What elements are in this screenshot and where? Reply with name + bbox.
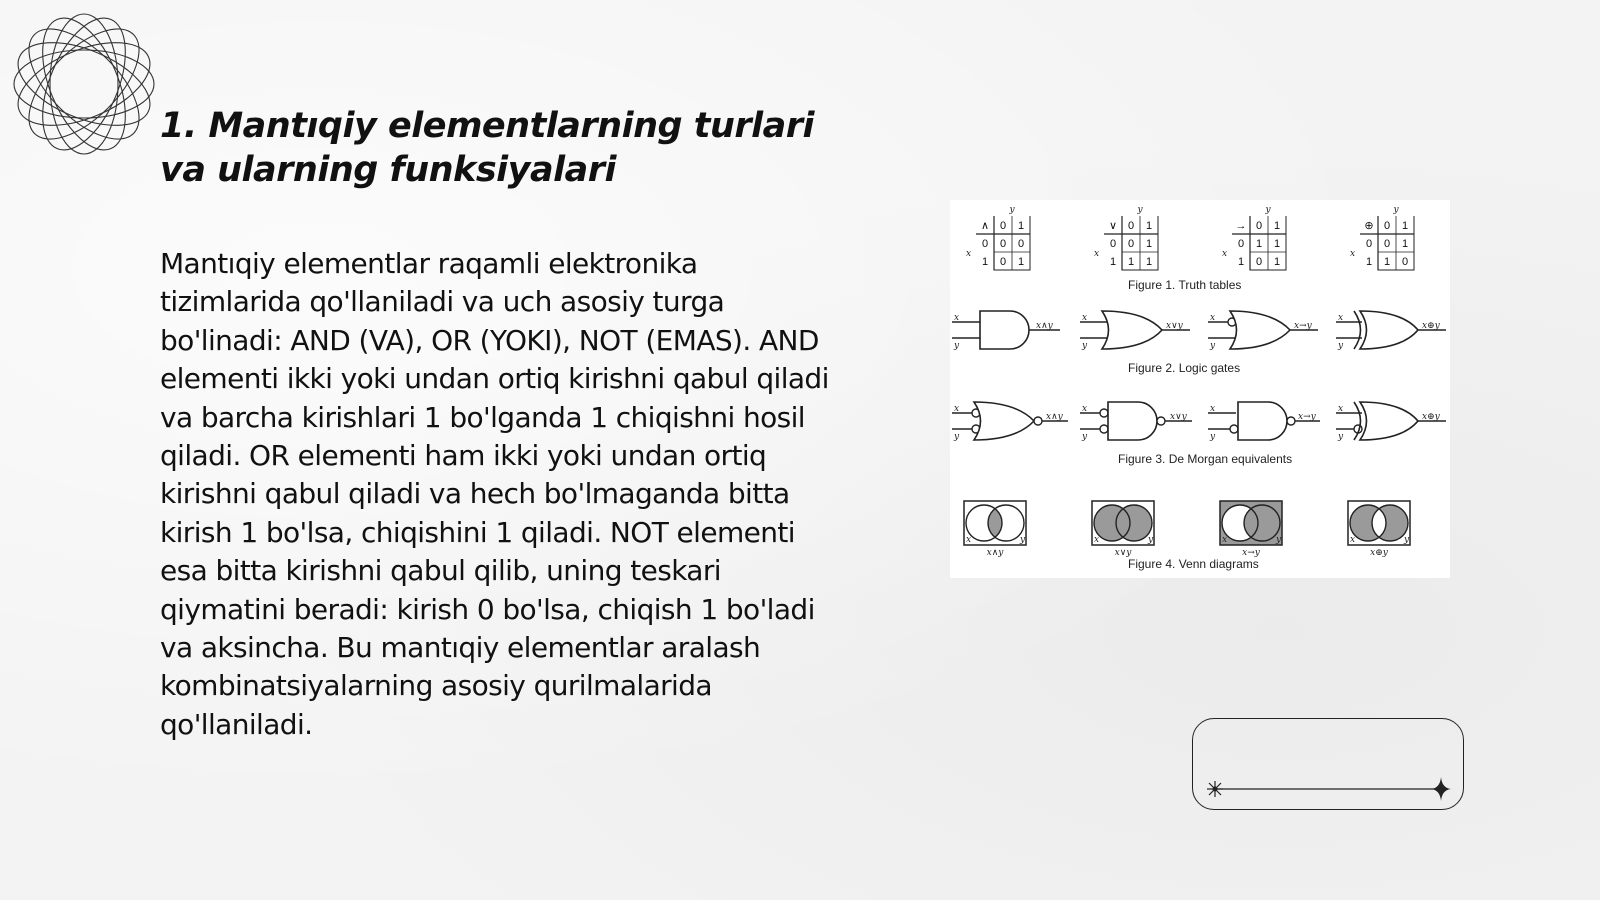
truth-table-cell: 0 [1401, 256, 1409, 268]
svg-text:y: y [1338, 341, 1344, 351]
truth-table-x-label: x [1222, 249, 1228, 259]
truth-table [1222, 205, 1286, 270]
truth-table-cell: 1 [1255, 238, 1263, 250]
truth-table-cell: 0 [1365, 238, 1373, 250]
svg-text:x: x [1210, 404, 1216, 414]
truth-table-cell: 0 [1127, 220, 1135, 232]
svg-text:y: y [1148, 535, 1154, 545]
svg-text:x: x [1338, 313, 1344, 323]
truth-table-cell: 1 [1365, 256, 1373, 268]
decorative-frame [1192, 718, 1464, 810]
venn-label-and: x∧y [986, 548, 1004, 558]
truth-table-cell: 0 [1383, 238, 1391, 250]
truth-table [1094, 205, 1158, 270]
rosette-petal [14, 50, 154, 118]
svg-text:x: x [1222, 535, 1228, 545]
truth-table-cell: 0 [981, 238, 989, 250]
truth-table-cell: 1 [1127, 256, 1135, 268]
de-morgan-output-and: x∧y [1046, 412, 1063, 422]
truth-table-cell: 1 [981, 256, 989, 268]
venn-diagrams [964, 501, 1410, 558]
truth-table-y-label: y [1137, 205, 1143, 215]
gate-output-or: x∨y [1166, 321, 1183, 331]
svg-text:x: x [954, 404, 960, 414]
svg-text:x: x [954, 313, 960, 323]
svg-text:x: x [1094, 535, 1100, 545]
caption-venn: Figure 4. Venn diagrams [1128, 557, 1259, 571]
svg-text:x: x [1210, 313, 1216, 323]
svg-text:x: x [966, 535, 972, 545]
truth-table-cell: ∨ [1108, 220, 1118, 232]
svg-text:y: y [1338, 432, 1344, 442]
truth-tables [966, 205, 1414, 270]
truth-table-cell: 1 [1145, 220, 1153, 232]
truth-table-x-label: x [966, 249, 972, 259]
gate-output-xor: x⊕y [1422, 321, 1440, 331]
truth-table-cell: 1 [1109, 256, 1117, 268]
venn-or-icon [1092, 501, 1154, 545]
svg-text:x: x [1338, 404, 1344, 414]
truth-table-cell: 1 [1383, 256, 1391, 268]
rosette-petal [10, 26, 158, 142]
rosette-petal [26, 10, 142, 158]
truth-table-cell: 0 [999, 238, 1007, 250]
truth-table-cell: 1 [1401, 238, 1409, 250]
venn-label-or: x∨y [1114, 548, 1132, 558]
svg-text:x: x [1082, 404, 1088, 414]
truth-table-cell: 0 [1017, 238, 1025, 250]
venn-and-icon [964, 501, 1026, 545]
logic-figure-panel [950, 200, 1450, 578]
truth-table-cell: 0 [1109, 238, 1117, 250]
venn-label-xor: x⊕y [1370, 548, 1388, 558]
rosette-petal [10, 10, 157, 157]
svg-text:x: x [1082, 313, 1088, 323]
truth-table-cell: → [1235, 220, 1247, 232]
truth-table [1350, 205, 1414, 270]
gate-output-and: x∧y [1036, 321, 1053, 331]
rosette-petal [10, 10, 157, 157]
svg-text:y: y [1276, 535, 1282, 545]
gate-output-implication: x→y [1294, 321, 1312, 331]
truth-table-cell: 0 [1255, 256, 1263, 268]
truth-table-cell: 1 [1145, 238, 1153, 250]
venn-label-implication: x→y [1242, 548, 1260, 558]
truth-table-cell: ∧ [980, 220, 990, 232]
rosette-petal [10, 26, 158, 142]
svg-text:y: y [1082, 341, 1088, 351]
truth-table-cell: 1 [1401, 220, 1409, 232]
truth-table-y-label: y [1265, 205, 1271, 215]
caption-truth-tables: Figure 1. Truth tables [1128, 278, 1242, 292]
truth-table-cell: 0 [1383, 220, 1391, 232]
truth-table-cell: 0 [999, 220, 1007, 232]
truth-table-cell: ⊕ [1364, 220, 1374, 232]
truth-table-cell: 0 [1127, 238, 1135, 250]
de-morgan-output-implication: x→y [1298, 412, 1316, 422]
slide-title: 1. Mantıqiy elementlarning turlari va ularning funksiyalari [160, 106, 815, 190]
truth-table-cell: 0 [999, 256, 1007, 268]
de-morgan-output-or: x∨y [1170, 412, 1187, 422]
venn-xor-icon [1348, 501, 1410, 545]
truth-table-cell: 1 [1273, 238, 1281, 250]
truth-table [966, 205, 1030, 270]
caption-logic-gates: Figure 2. Logic gates [1128, 361, 1241, 375]
truth-table-y-label: y [1393, 205, 1399, 215]
slide-body-text: Mantıqiy elementlar raqamli elektronika tizimlarida qo'llaniladi va uch asosiy turga bo'linadi: AND (VA), OR (YOKI), NOT (EMAS). AND elementi ikki yoki undan ortiq kirishni qabul qiladi va barcha kirishlari 1 bo'lganda 1 chiqishni hosil qiladi. OR elementi ham ikki yoki undan ortiq kirishni qabul qiladi va hech bo'lmaganda bitta kirish 1 bo'lsa, chiqishini 1 qiladi. NOT elementi esa bitta kirishni qabul qilib, uning teskari qiymatini beradi: kirish 0 bo'lsa, chiqish 1 bo'ladi va aksincha. Bu mantıqiy elementlar aralash kombinatsiyalarning asosiy qurilmalarida qo'llaniladi. [160, 247, 829, 741]
truth-table-cell: 1 [1145, 256, 1153, 268]
truth-table-cell: 0 [1237, 238, 1245, 250]
truth-table-x-label: x [1350, 249, 1356, 259]
sparkle-icon [1207, 781, 1223, 797]
svg-text:y: y [1020, 535, 1026, 545]
svg-text:y: y [1210, 432, 1216, 442]
truth-table-cell: 1 [1237, 256, 1245, 268]
truth-table-x-label: x [1094, 249, 1100, 259]
truth-table-cell: 1 [1017, 256, 1025, 268]
svg-text:y: y [1082, 432, 1088, 442]
plus-star-icon [1431, 777, 1451, 801]
svg-text:y: y [954, 341, 960, 351]
de-morgan-output-xor: x⊕y [1422, 412, 1440, 422]
svg-text:x: x [1350, 535, 1356, 545]
venn-implication-icon [1220, 501, 1282, 545]
truth-table-cell: 0 [1255, 220, 1263, 232]
truth-table-cell: 1 [1017, 220, 1025, 232]
svg-text:y: y [954, 432, 960, 442]
svg-text:y: y [1210, 341, 1216, 351]
rosette-ornament-icon [10, 10, 158, 158]
logic-gates-row [952, 311, 1446, 351]
caption-de-morgan: Figure 3. De Morgan equivalents [1118, 452, 1293, 466]
truth-table-y-label: y [1009, 205, 1015, 215]
truth-table-cell: 1 [1273, 256, 1281, 268]
rosette-petal [50, 14, 118, 154]
truth-table-cell: 1 [1273, 220, 1281, 232]
de-morgan-row [952, 402, 1446, 442]
svg-text:y: y [1404, 535, 1410, 545]
rosette-petal [26, 10, 142, 158]
